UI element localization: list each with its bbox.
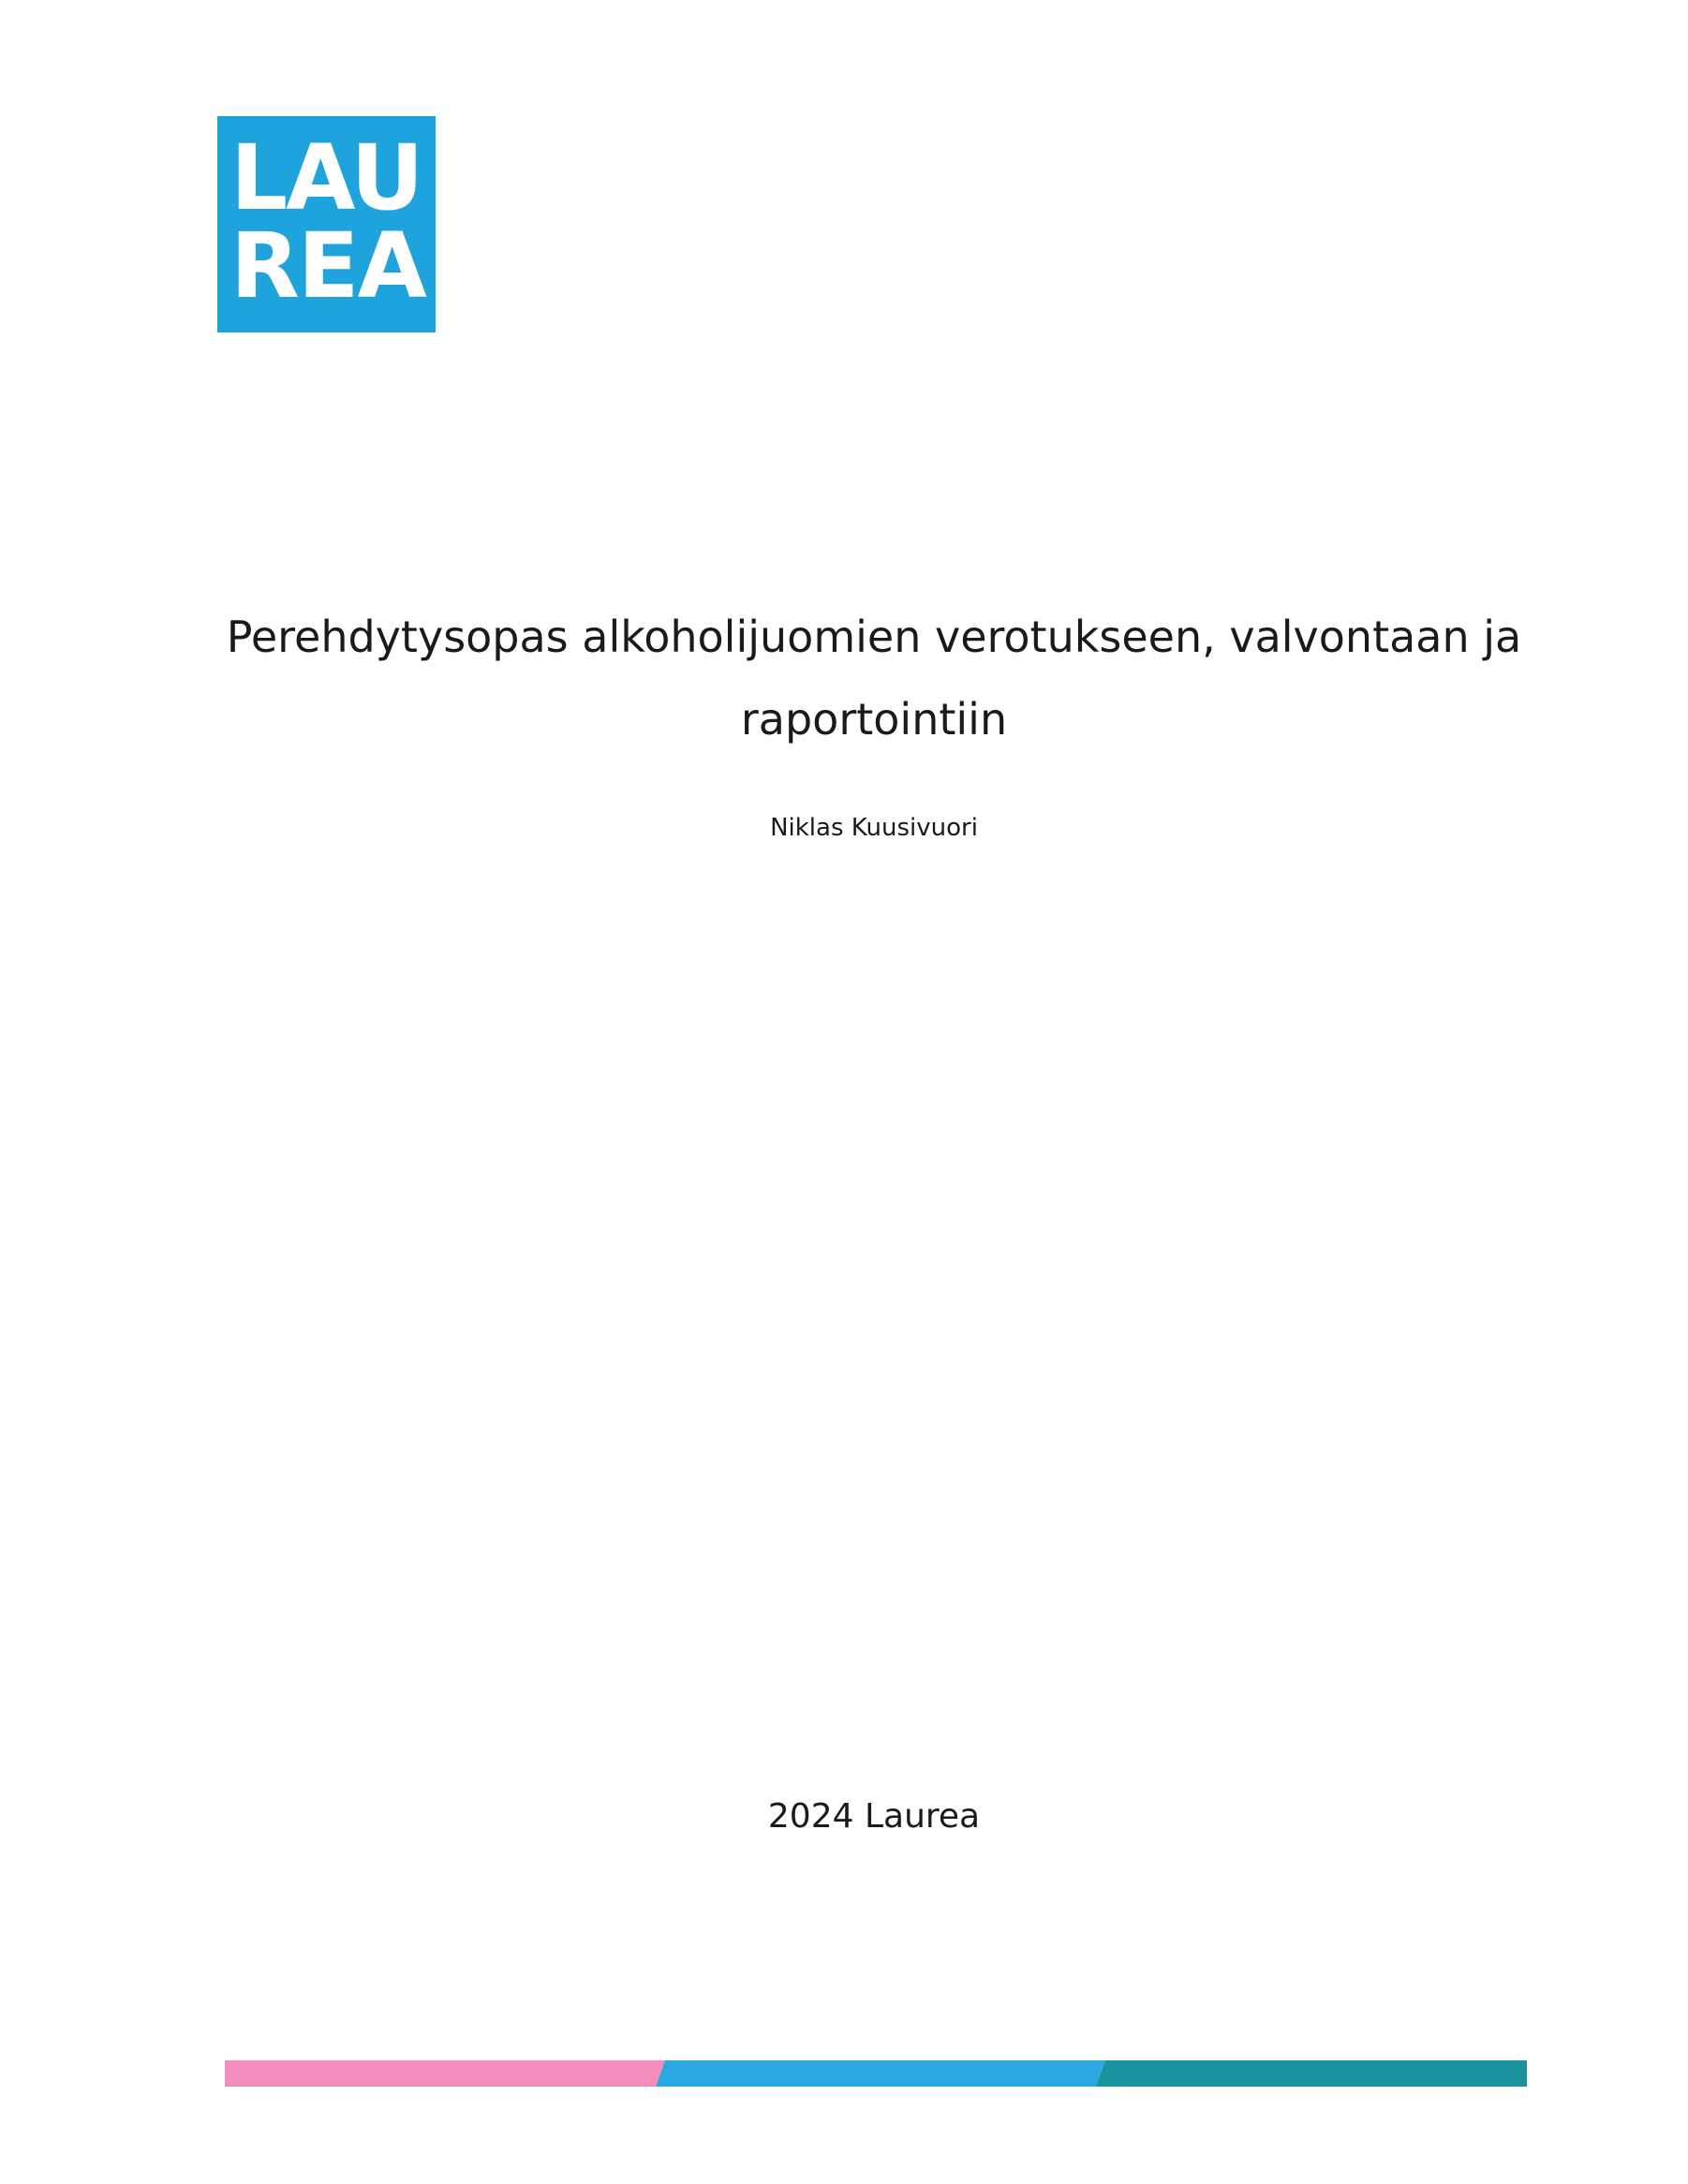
stripe-blue-segment [656,2060,1105,2087]
stripe-teal-segment [1096,2060,1527,2087]
logo-text-line1: LAU [230,125,422,230]
document-title: Perehdytysopas alkoholijuomien verotukseen, valvontaan ja raportointiin [226,612,1522,745]
color-stripe-footer [225,2060,1527,2087]
logo-text-line2: REA [230,214,425,318]
laurea-logo [217,116,436,332]
year-institution: 2024 Laurea [767,1797,981,1836]
author-name: Niklas Kuusivuori [770,814,978,842]
stripe-pink-segment [225,2060,665,2087]
